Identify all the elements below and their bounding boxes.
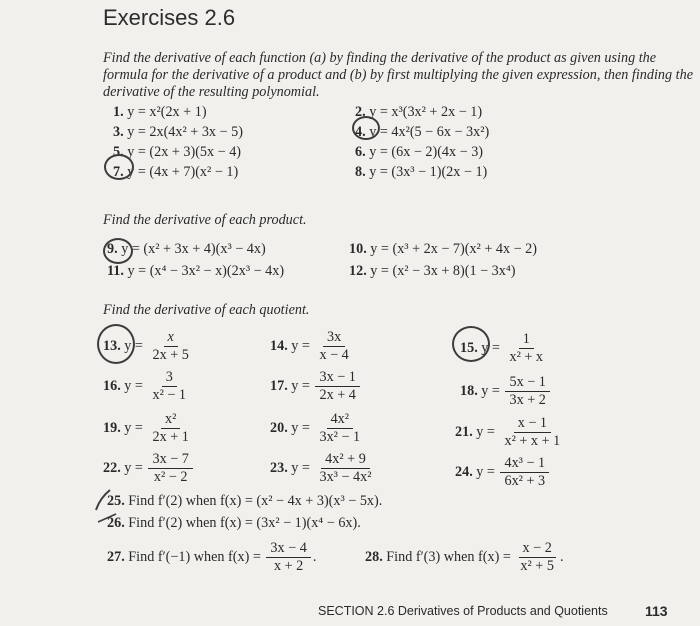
exercise-15: 15. y = $\frac{1}{\text{x² + x}}$ [460, 331, 544, 365]
exercise-7: 7. y = (4x + 7)(x² − 1) [113, 164, 239, 180]
exercise-17: 17. y = $\frac{3x - 1}{2x + 4}$ [270, 370, 362, 403]
exercise-28: 28. Find f′(3) when f(x) = $\frac{x - 2}{\text{x² + 5}}$ . [365, 540, 564, 574]
quotients-heading: Find the derivative of each quotient. [103, 302, 310, 318]
exercise-10: 10. y = (x³ + 2x − 7)(x² + 4x − 2) [349, 241, 538, 257]
products-heading: Find the derivative of each product. [103, 212, 307, 228]
exercise-16: 16. y = $\frac{3}{\text{x² − 1}}$ [103, 369, 187, 403]
exercise-12: 12. y = (x² − 3x + 8)(1 − 3x⁴) [349, 263, 516, 279]
exercise-9: 9. y = (x² + 3x + 4)(x³ − 4x) [107, 241, 266, 257]
exercise-14: 14. y = $\frac{3x}{x - 4}$ [270, 329, 349, 363]
instructions-text: Find the derivative of each function (a) by finding the derivative of the product as given using the formula for the derivative of a product and (b) by first multiplying the given expression, then finding the derivative of the resulting polynomial. [103, 50, 693, 100]
footer-section-title: SECTION 2.6 Derivatives of Products and Quotients [318, 604, 608, 618]
exercise-6: 6. y = (6x − 2)(4x − 3) [355, 144, 484, 160]
exercise-8: 8. y = (3x³ − 1)(2x − 1) [355, 164, 488, 180]
exercise-2: 2. y = x³(3x² + 2x − 1) [355, 104, 483, 120]
exercise-11: 11. y = (x⁴ − 3x² − x)(2x³ − 4x) [107, 263, 285, 279]
exercise-18: 18. y = $\frac{5x - 1}{3x + 2}$ [460, 375, 552, 408]
exercise-4: 4. y = 4x²(5 − 6x − 3x²) [355, 124, 490, 140]
exercise-26: 26. Find f′(2) when f(x) = (3x² − 1)(x⁴ − 6x). [107, 515, 361, 531]
exercise-5: 5. y = (2x + 3)(5x − 4) [113, 144, 242, 160]
exercise-27: 27. Find f′(−1) when f(x) = $\frac{3x - 4}{x + 2}$ . [107, 540, 317, 574]
exercise-23: 23. y = $\frac{\text{4x² + 9}}{\text{3x³ − 4x²}}$ [270, 451, 372, 485]
exercise-19: 19. y = $\frac{\text{x²}}{2x + 1}$ [103, 411, 189, 445]
exercise-24: 24. y = $\frac{\text{4x³ − 1}}{\text{6x² + 3}}$ [455, 456, 551, 489]
exercise-22: 22. y = $\frac{3x - 7}{\text{x² − 2}}$ [103, 452, 195, 485]
exercise-3: 3. y = 2x(4x² + 3x − 5) [113, 124, 243, 140]
exercise-21: 21. y = $\frac{x - 1}{\text{x² + x + 1}}$ [455, 415, 561, 449]
exercise-25: 25. Find f′(2) when f(x) = (x² − 4x + 3)(x³ − 5x). [107, 493, 383, 509]
exercise-13: 13. y = $\frac{x}{2x + 5}$ [103, 329, 189, 363]
exercise-1: 1. y = x²(2x + 1) [113, 104, 207, 120]
page-number: 113 [645, 603, 668, 619]
page-title: Exercises 2.6 [103, 5, 236, 30]
handwritten-check-mark [92, 488, 122, 538]
exercise-20: 20. y = $\frac{\text{4x²}}{\text{3x² − 1}}$ [270, 411, 361, 445]
